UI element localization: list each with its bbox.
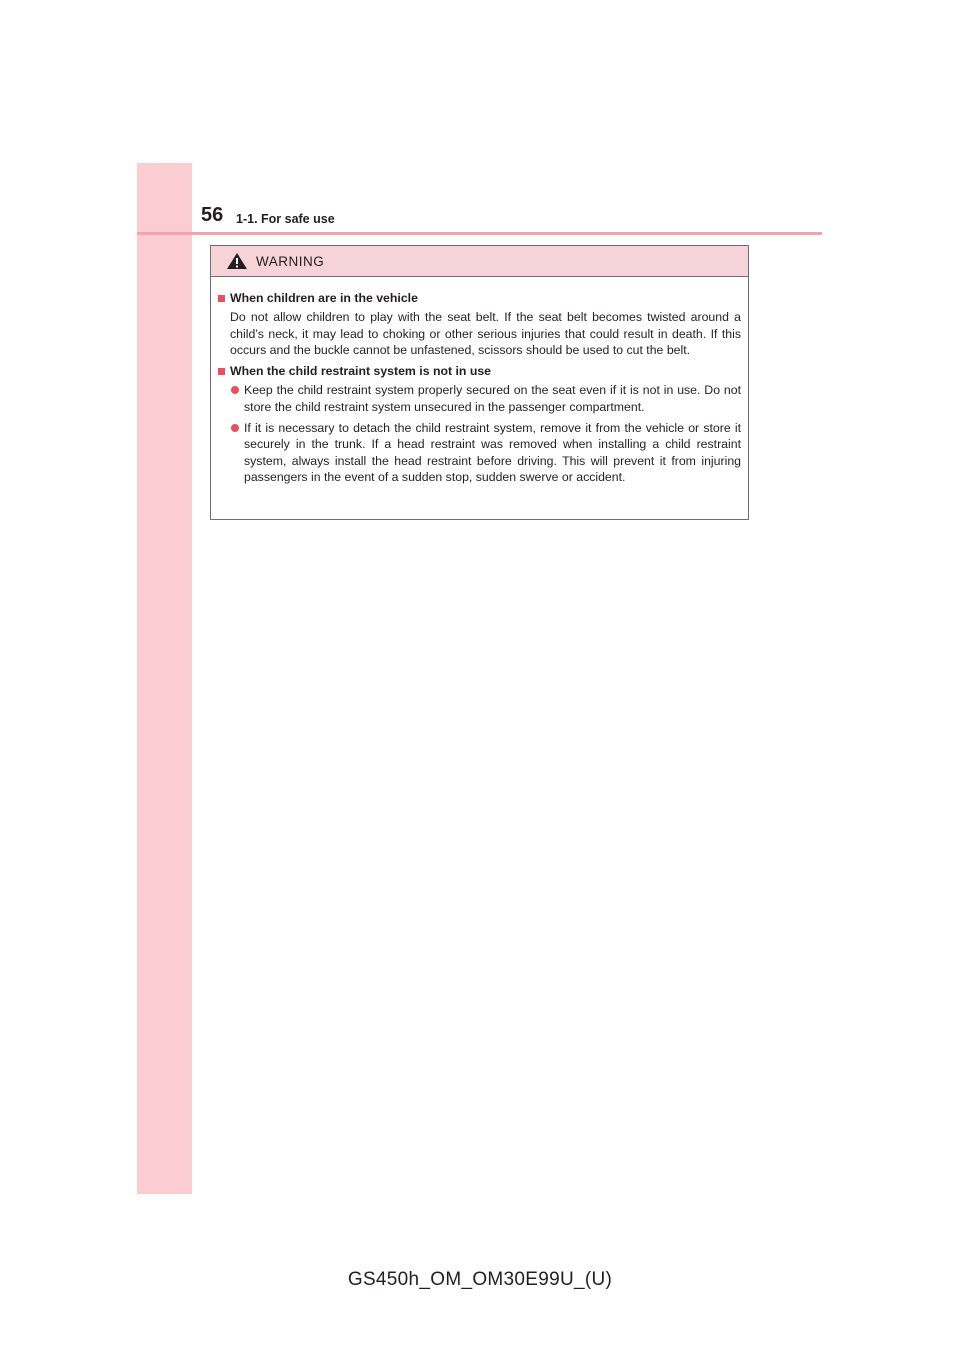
item-heading-text: When the child restraint system is not in use xyxy=(230,364,492,379)
bullet-text: If it is necessary to detach the child restraint system, remove it from the vehicle or store it securely in the trunk. If a head restraint was removed when installing a child restraint system, always install the head restraint before driving. This will prevent it from injuring passengers in the event of a sudden stop, sudden swerve or accident. xyxy=(244,421,741,484)
bullet-text: Keep the child restraint system properly secured on the seat even if it is not in use. Do not store the child restraint system unsecured in the passenger compartment. xyxy=(244,383,741,414)
document-code: GS450h_OM_OM30E99U_(U) xyxy=(347,1269,613,1290)
circle-bullet-icon xyxy=(231,386,239,394)
circle-bullet-icon xyxy=(231,424,239,432)
warning-box xyxy=(210,245,749,520)
warning-body xyxy=(211,277,748,485)
item-paragraph: Do not allow children to play with the seat belt. If the seat belt becomes twisted around a child’s neck, it may lead to choking or other serious injuries that could result in death. If this occurs and the buckle cannot be unfastened, scissors should be used to cut the belt. xyxy=(230,310,741,357)
item-heading-text: When children are in the vehicle xyxy=(230,291,418,305)
square-bullet-icon xyxy=(218,295,225,302)
warning-triangle-icon xyxy=(226,252,248,270)
item-heading xyxy=(218,290,741,306)
warning-title: WARNING xyxy=(256,253,325,269)
bullet-item xyxy=(218,420,741,485)
warning-header xyxy=(211,246,748,277)
item-heading xyxy=(218,363,741,379)
side-tab-band xyxy=(137,163,192,1194)
square-bullet-icon xyxy=(218,368,225,375)
section-title: 1-1. For safe use xyxy=(236,212,335,226)
bullet-item xyxy=(218,382,741,415)
page-number: 56 xyxy=(201,204,224,226)
header-rule xyxy=(137,232,822,235)
